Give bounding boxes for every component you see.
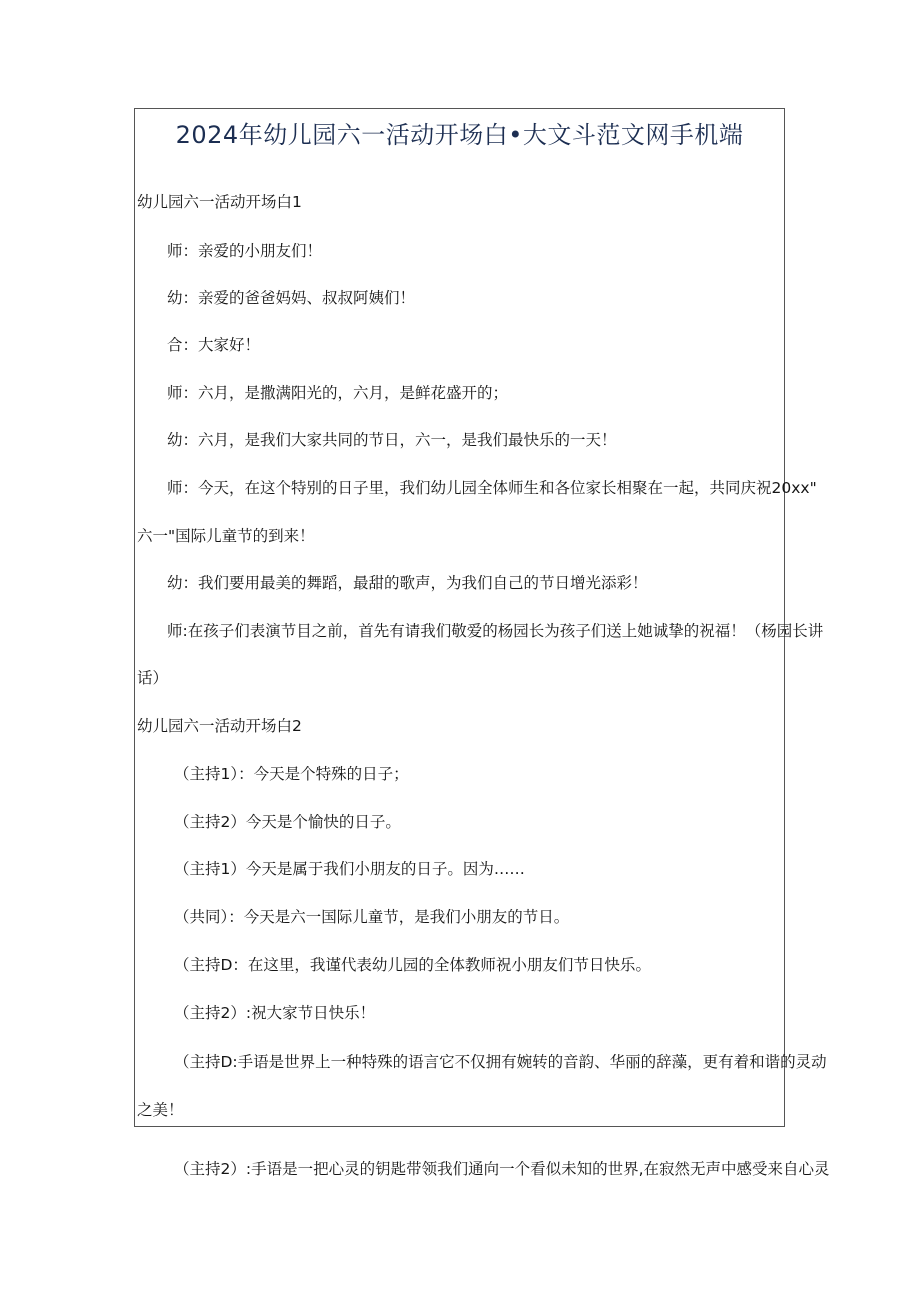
paragraph-line: （主持2）:手语是一把心灵的钥匙带领我们通向一个看似未知的世界,在寂然无声中感受来自心灵 bbox=[174, 1160, 830, 1178]
paragraph-line: 话） bbox=[137, 669, 169, 687]
paragraph-line: （主持D:手语是世界上一种特殊的语言它不仅拥有婉转的音韵、华丽的辞藻，更有着和谐的灵动 bbox=[174, 1053, 827, 1071]
paragraph-line: 幼：我们要用最美的舞蹈，最甜的歌声，为我们自己的节日增光添彩！ bbox=[167, 574, 648, 592]
paragraph-line: 幼：六月，是我们大家共同的节日，六一，是我们最快乐的一天！ bbox=[167, 431, 617, 449]
paragraph-line: 师：今天，在这个特别的日子里，我们幼儿园全体师生和各位家长相聚在一起，共同庆祝20xx" bbox=[167, 479, 817, 497]
paragraph-line: （主持1）今天是属于我们小朋友的日子。因为…… bbox=[174, 860, 525, 878]
paragraph-line: 幼：亲爱的爸爸妈妈、叔叔阿姨们！ bbox=[167, 289, 416, 307]
paragraph-line: （主持2）:祝大家节日快乐！ bbox=[174, 1004, 376, 1022]
paragraph-line: （主持2）今天是个愉快的日子。 bbox=[174, 813, 401, 831]
paragraph-line: （主持D：在这里，我谨代表幼儿园的全体教师祝小朋友们节日快乐。 bbox=[174, 956, 651, 974]
paragraph-line: 师：亲爱的小朋友们！ bbox=[167, 242, 323, 260]
document-title: 2024年幼儿园六一活动开场白•大文斗范文网手机端 bbox=[175, 121, 744, 149]
paragraph-line: 之美！ bbox=[137, 1101, 184, 1119]
paragraph-line: 合：大家好！ bbox=[167, 336, 261, 354]
paragraph-line: （共同）：今天是六一国际儿童节，是我们小朋友的节日。 bbox=[174, 908, 570, 926]
paragraph-line: （主持1）：今天是个特殊的日子； bbox=[174, 765, 409, 783]
section-heading-1: 幼儿园六一活动开场白1 bbox=[137, 193, 302, 211]
paragraph-line: 师：六月，是撒满阳光的，六月，是鲜花盛开的； bbox=[167, 384, 509, 402]
section-heading-2: 幼儿园六一活动开场白2 bbox=[137, 717, 302, 735]
paragraph-line: 六一"国际儿童节的到来！ bbox=[137, 527, 315, 545]
paragraph-line: 师:在孩子们表演节目之前，首先有请我们敬爱的杨园长为孩子们送上她诚挚的祝福！（杨园长讲 bbox=[167, 622, 824, 640]
